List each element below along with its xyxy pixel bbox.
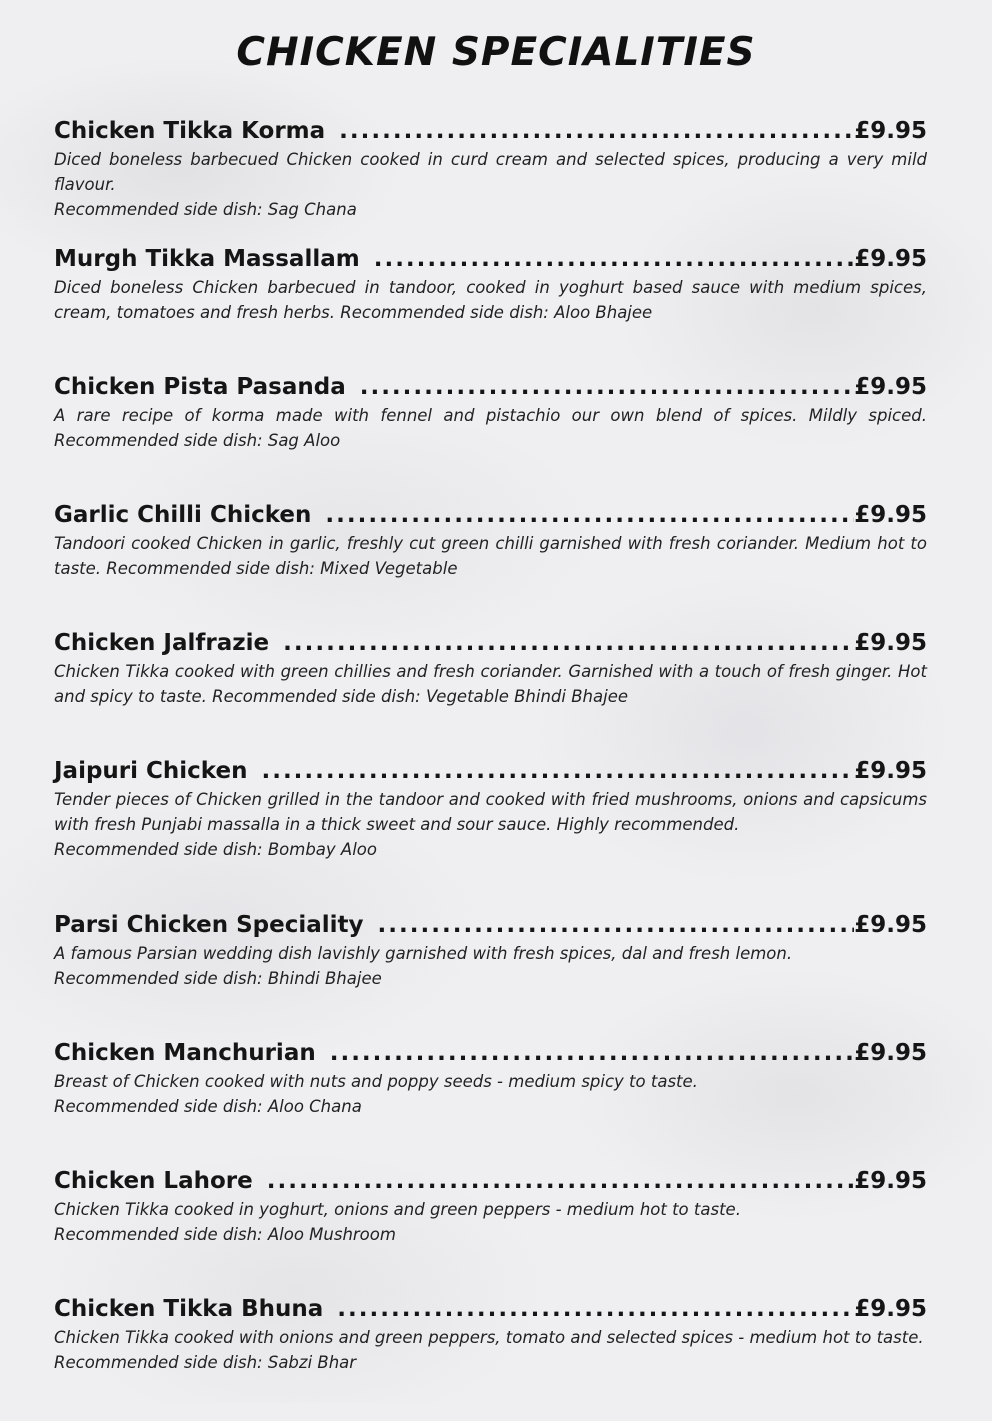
menu-item [54, 909, 927, 1037]
dish-price: £9.95 [854, 1168, 927, 1194]
dish-side-dish: Recommended side dish: Sag Chana [54, 200, 357, 219]
dish-description: A famous Parsian wedding dish lavishly garnished with fresh spices, dal and fresh lemon. [54, 944, 793, 963]
menu-item [54, 499, 927, 627]
dish-price: £9.95 [854, 118, 927, 144]
menu-item-header [54, 627, 927, 659]
dish-name: Jaipuri Chicken [54, 758, 248, 784]
menu-item [54, 243, 927, 371]
menu-item [54, 1293, 927, 1421]
menu-item [54, 371, 927, 499]
dot-leader [339, 115, 854, 147]
page-title: CHICKEN SPECIALITIES [236, 30, 756, 75]
dot-leader [283, 627, 854, 659]
dish-description: Diced boneless Chicken barbecued in tandoor, cooked in yoghurt based sauce with medium spices, cream, tomatoes and fresh herbs. Recommended side dish: Aloo Bhajee [54, 278, 927, 322]
dot-leader [261, 755, 854, 787]
dish-description: Chicken Tikka cooked in yoghurt, onions and green peppers - medium hot to taste. [54, 1200, 741, 1219]
menu-item [54, 1165, 927, 1293]
dish-price: £9.95 [854, 246, 927, 272]
dish-description: Diced boneless barbecued Chicken cooked in curd cream and selected spices, producing a very mild flavour. [54, 150, 927, 194]
dot-leader [267, 1165, 855, 1197]
dish-side-dish: Recommended side dish: Aloo Chana [54, 1097, 362, 1116]
menu-item-header [54, 1037, 927, 1069]
menu-item-header [54, 115, 927, 147]
dish-name: Parsi Chicken Speciality [54, 912, 364, 938]
dish-name: Chicken Tikka Korma [54, 118, 326, 144]
dish-name: Garlic Chilli Chicken [54, 502, 312, 528]
dish-description: Chicken Tikka cooked with onions and green peppers, tomato and selected spices - medium hot to taste. [54, 1328, 924, 1347]
dish-price: £9.95 [854, 1296, 927, 1322]
menu-item-header [54, 1165, 927, 1197]
menu-item-header [54, 371, 927, 403]
dish-description: Breast of Chicken cooked with nuts and poppy seeds - medium spicy to taste. [54, 1072, 698, 1091]
dish-price: £9.95 [854, 758, 927, 784]
menu-item [54, 1037, 927, 1165]
dot-leader [360, 371, 855, 403]
menu-item [54, 755, 927, 909]
dot-leader [374, 243, 855, 275]
menu-list [54, 115, 927, 1421]
dish-price: £9.95 [854, 502, 927, 528]
dish-side-dish: Recommended side dish: Aloo Mushroom [54, 1225, 396, 1244]
dish-price: £9.95 [854, 1040, 927, 1066]
dish-description: Tandoori cooked Chicken in garlic, freshly cut green chilli garnished with fresh coriander. Medium hot to taste. Recommended side dish: Mixed Vegetable [54, 534, 927, 578]
dish-name: Chicken Pista Pasanda [54, 374, 346, 400]
menu-item [54, 627, 927, 755]
dish-name: Chicken Tikka Bhuna [54, 1296, 324, 1322]
dish-price: £9.95 [854, 630, 927, 656]
dish-description: Chicken Tikka cooked with green chillies and fresh coriander. Garnished with a touch of fresh ginger. Hot and spicy to taste. Recommended side dish: Vegetable Bhindi Bhajee [54, 662, 927, 706]
dish-description: Tender pieces of Chicken grilled in the tandoor and cooked with fried mushrooms, onions and capsicums with fresh Punjabi massalla in a thick sweet and sour sauce. Highly recommended. [54, 790, 927, 834]
menu-item-header [54, 909, 927, 941]
dot-leader [330, 1037, 855, 1069]
menu-item [54, 115, 927, 243]
dish-side-dish: Recommended side dish: Bhindi Bhajee [54, 969, 382, 988]
dish-side-dish: Recommended side dish: Sabzi Bhar [54, 1353, 357, 1372]
menu-item-header [54, 499, 927, 531]
dish-name: Murgh Tikka Massallam [54, 246, 360, 272]
dish-side-dish: Recommended side dish: Bombay Aloo [54, 840, 377, 859]
menu-item-header [54, 243, 927, 275]
menu-item-header [54, 755, 927, 787]
dish-name: Chicken Lahore [54, 1168, 253, 1194]
menu-item-header [54, 1293, 927, 1325]
dish-price: £9.95 [854, 374, 927, 400]
dot-leader [325, 499, 854, 531]
dish-price: £9.95 [854, 912, 927, 938]
dish-name: Chicken Manchurian [54, 1040, 316, 1066]
dot-leader [337, 1293, 854, 1325]
dish-description: A rare recipe of korma made with fennel and pistachio our own blend of spices. Mildly spiced. Recommended side dish: Sag Aloo [54, 406, 927, 450]
dish-name: Chicken Jalfrazie [54, 630, 270, 656]
dot-leader [378, 909, 855, 941]
